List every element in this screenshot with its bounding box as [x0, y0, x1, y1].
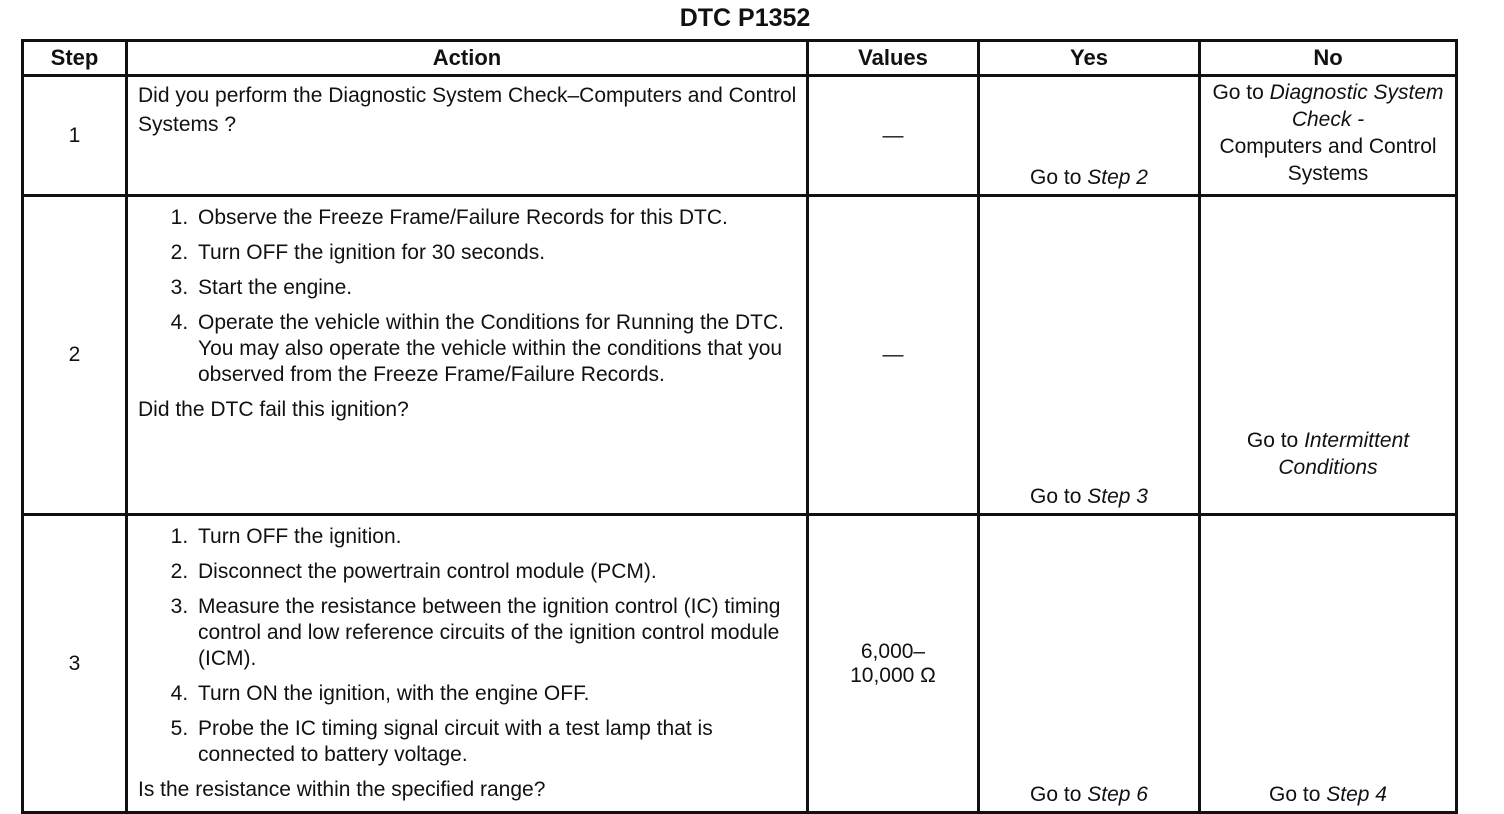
yes-step-link[interactable]: Step 2 [1087, 166, 1148, 189]
table-row [23, 76, 1457, 196]
value-cell: — [808, 76, 979, 196]
table-row [23, 196, 1457, 515]
action-question: Is the resistance within the specified range? [138, 778, 546, 801]
action-item: 4. Operate the vehicle within the Conditions for Running the DTC. You may also operate the vehicle within the conditions that you observed from the Freeze Frame/Failure Records. [194, 310, 800, 388]
no-step-link[interactable]: Step 4 [1326, 783, 1387, 806]
no-cell [1200, 196, 1457, 515]
action-item: 3. Measure the resistance between the ignition control (IC) timing control and low reference circuits of the ignition control module (ICM). [194, 594, 800, 672]
no-cell [1200, 76, 1457, 196]
step-number: 1 [23, 76, 127, 196]
yes-column-header: Yes [979, 41, 1200, 76]
no-step-link[interactable]: Intermittent Conditions [1278, 429, 1410, 479]
yes-prefix: Go to [1030, 783, 1088, 806]
yes-cell [979, 76, 1200, 196]
yes-cell [979, 196, 1200, 515]
action-item: 2. Disconnect the powertrain control module (PCM). [194, 559, 800, 585]
no-step-link[interactable]: Diagnostic System Check - [1269, 81, 1444, 131]
no-prefix: Go to [1246, 429, 1305, 452]
value-range-line1: 6,000– [860, 639, 926, 663]
yes-prefix: Go to [1030, 485, 1088, 508]
value-range-line2: 10,000 Ω [850, 663, 936, 687]
no-prefix: Go to [1212, 81, 1270, 104]
action-list [138, 205, 800, 388]
action-column-header: Action [127, 41, 808, 76]
action-list [138, 524, 800, 768]
action-item: 5. Probe the IC timing signal circuit with a test lamp that is connected to battery voltage. [194, 716, 800, 768]
no-prefix: Go to [1269, 783, 1327, 806]
no-suffix: Computers and Control Systems [1219, 135, 1437, 185]
table-header-row [23, 41, 1457, 76]
action-cell [127, 76, 808, 196]
no-cell [1200, 515, 1457, 813]
diagnostic-table [21, 39, 1458, 814]
action-question: Did the DTC fail this ignition? [138, 398, 409, 421]
action-item: 4. Turn ON the ignition, with the engine OFF. [194, 681, 800, 707]
no-column-header: No [1200, 41, 1457, 76]
action-question: Did you perform the Diagnostic System Check–Computers and Control Systems ? [138, 84, 797, 136]
yes-step-link[interactable]: Step 3 [1087, 485, 1148, 508]
value-cell [808, 515, 979, 813]
yes-cell [979, 515, 1200, 813]
action-cell [127, 515, 808, 813]
page-title: DTC P1352 [679, 4, 811, 32]
step-column-header: Step [23, 41, 127, 76]
action-item: 1. Turn OFF the ignition. [194, 524, 800, 550]
table-row [23, 515, 1457, 813]
action-item: 2. Turn OFF the ignition for 30 seconds. [194, 240, 800, 266]
action-item: 3. Start the engine. [194, 275, 800, 301]
value-cell: — [808, 196, 979, 515]
yes-step-link[interactable]: Step 6 [1087, 783, 1148, 806]
action-cell [127, 196, 808, 515]
step-number: 3 [23, 515, 127, 813]
action-item: 1. Observe the Freeze Frame/Failure Records for this DTC. [194, 205, 800, 231]
yes-prefix: Go to [1030, 166, 1088, 189]
values-column-header: Values [808, 41, 979, 76]
step-number: 2 [23, 196, 127, 515]
